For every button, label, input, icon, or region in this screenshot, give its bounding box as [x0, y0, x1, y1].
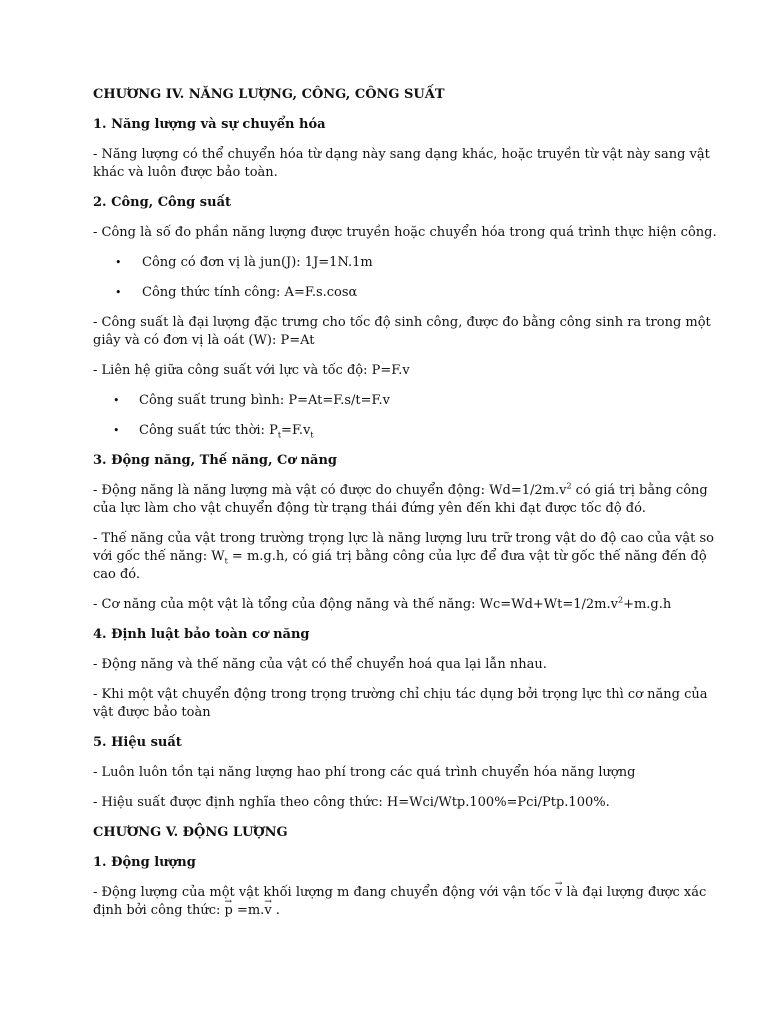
velocity-vector: → v — [555, 884, 562, 902]
energy-conversion-paragraph: - Động năng và thế năng của vật có thể chuyển hoá qua lại lẫn nhau. — [93, 657, 547, 672]
text-run: - Động lượng của một vật khối lượng m đang chuyển động với vận tốc — [93, 885, 555, 900]
mechanical-energy-paragraph — [93, 596, 683, 614]
bullet-item — [93, 254, 683, 272]
text-run: - Cơ năng của một vật là tổng của động năng và thế năng: Wc=Wd+Wt=1/2m.v — [93, 597, 618, 612]
subscript: t — [224, 556, 228, 566]
text-line: - Công suất là đại lượng đặc trưng cho tốc độ sinh công, được đo bằng công sinh ra trong một — [93, 315, 711, 330]
section-1-heading: 1. Năng lượng và sự chuyển hóa — [93, 117, 326, 132]
text-line: giây và có đơn vị là oát (W): P=At — [93, 333, 315, 348]
text-line: khác và luôn được bảo toàn. — [93, 165, 278, 180]
section-4-heading: 4. Định luật bảo toàn cơ năng — [93, 627, 310, 642]
text-line: - Năng lượng có thể chuyển hóa từ dạng này sang dạng khác, hoặc truyền từ vật này sang vật — [93, 147, 710, 162]
text-run: =m. — [232, 903, 265, 918]
power-definition — [93, 314, 711, 350]
document-body — [93, 86, 717, 920]
text-line: cao đó. — [93, 567, 141, 582]
text-run: Công suất tức thời: P — [139, 423, 278, 438]
kinetic-energy-paragraph — [93, 481, 708, 518]
text-run: - Động năng là năng lượng mà vật có được do chuyển động: Wd=1/2m.v — [93, 483, 567, 498]
text-run: với gốc thế năng: W — [93, 549, 225, 564]
text-line — [93, 902, 683, 920]
conservation-paragraph — [93, 686, 708, 722]
bullet-item — [93, 284, 683, 302]
bullet-icon: • — [115, 256, 122, 269]
bullet-icon: • — [113, 424, 120, 437]
text-line — [93, 548, 707, 566]
text-line: - Thế năng của vật trong trường trọng lực là năng lượng lưu trữ trong vật do độ cao của vật so — [93, 531, 714, 546]
velocity-vector: → v — [264, 902, 271, 920]
subscript: t — [277, 430, 282, 440]
bullet-text: Công suất trung bình: P=At=F.s/t=F.v — [139, 393, 391, 408]
momentum-paragraph — [93, 884, 707, 920]
bullet-text — [139, 423, 314, 438]
superscript: 2 — [617, 595, 624, 605]
text-run: là đại lượng được xác — [562, 885, 707, 900]
text-line: của lực làm cho vật chuyển động từ trạng thái đứng yên đến khi đạt được tốc độ đó. — [93, 501, 646, 516]
text-run: có giá trị bằng công — [571, 483, 708, 498]
text-run: = m.g.h, có giá trị bằng công của lực để đưa vật từ gốc thế năng đến độ — [227, 549, 707, 564]
text-line — [93, 481, 708, 500]
text-line: vật được bảo toàn — [93, 705, 211, 720]
chapter-5-title: CHƯƠNG V. ĐỘNG LƯỢNG — [93, 825, 288, 840]
superscript: 2 — [566, 481, 572, 491]
bullet-item — [93, 392, 683, 410]
text-run: định bởi công thức: — [93, 903, 225, 918]
text-run: . — [271, 903, 280, 918]
bullet-icon: • — [115, 286, 122, 299]
section-3-heading: 3. Động năng, Thế năng, Cơ năng — [93, 453, 338, 468]
bullet-text: Công thức tính công: A=F.s.cosα — [142, 285, 358, 300]
text-line: - Khi một vật chuyển động trong trọng trường chỉ chịu tác dụng bởi trọng lực thì cơ năng của — [93, 687, 708, 702]
momentum-vector: → p — [225, 902, 233, 920]
chapter-4-title: CHƯƠNG IV. NĂNG LƯỢNG, CÔNG, CÔNG SUẤT — [93, 87, 445, 102]
section-1-paragraph — [93, 146, 710, 182]
text-run: +m.g.h — [623, 597, 672, 612]
momentum-heading: 1. Động lượng — [93, 855, 196, 870]
work-definition: - Công là số đo phần năng lượng được truyền hoặc chuyển hóa trong quá trình thực hiện công. — [93, 225, 717, 240]
power-force-relation: - Liên hệ giữa công suất với lực và tốc độ: P=F.v — [93, 363, 410, 378]
efficiency-formula-paragraph: - Hiệu suất được định nghĩa theo công thức: H=Wci/Wtp.100%=Pci/Ptp.100%. — [93, 795, 610, 810]
section-5-heading: 5. Hiệu suất — [93, 735, 182, 750]
bullet-icon: • — [113, 394, 120, 407]
section-2-heading: 2. Công, Công suất — [93, 195, 231, 210]
bullet-text: Công có đơn vị là jun(J): 1J=1N.1m — [142, 255, 373, 270]
energy-loss-paragraph: - Luôn luôn tồn tại năng lượng hao phí trong các quá trình chuyển hóa năng lượng — [93, 765, 636, 780]
text-run: =F.v — [281, 423, 311, 438]
potential-energy-paragraph — [93, 530, 714, 584]
bullet-item — [93, 422, 683, 440]
subscript: t — [310, 430, 314, 440]
text-line — [93, 884, 707, 902]
